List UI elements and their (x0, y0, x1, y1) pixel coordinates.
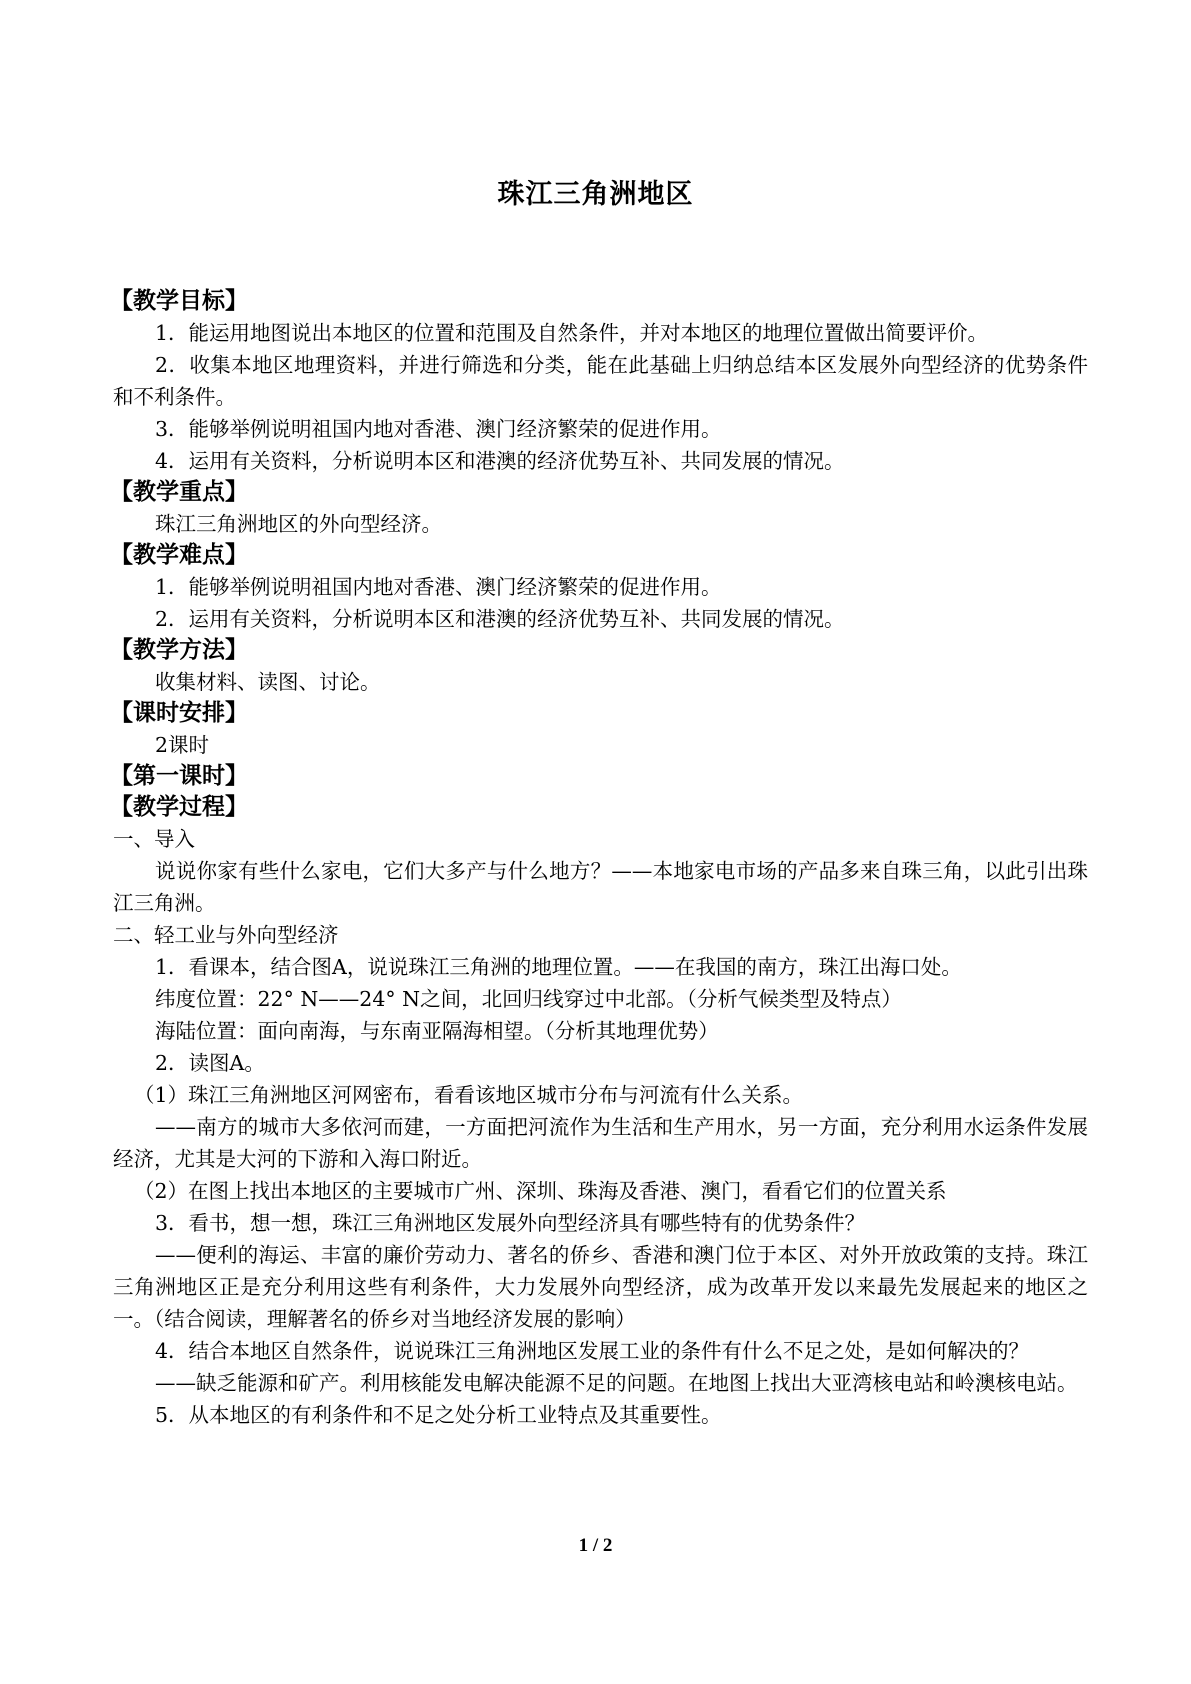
difficulty-item: 2．运用有关资料，分析说明本区和港澳的经济优势互补、共同发展的情况。 (155, 607, 845, 631)
difficulty-item: 1．能够举例说明祖国内地对香港、澳门经济繁荣的促进作用。 (155, 575, 722, 599)
method-text: 收集材料、读图、讨论。 (155, 670, 381, 694)
process-paragraph: 5．从本地区的有利条件和不足之处分析工业特点及其重要性。 (155, 1403, 722, 1427)
process-paragraph: 说说你家有些什么家电，它们大多产与什么地方？——本地家电市场的产品多来自珠三角，以此引出珠江三角洲。 (113, 859, 1088, 915)
process-paragraph: （1）珠江三角洲地区河网密布，看看该地区城市分布与河流有什么关系。 (134, 1083, 804, 1107)
process-paragraph: 纬度位置：22° N——24° N之间，北回归线穿过中北部。（分析气候类型及特点） (155, 987, 902, 1011)
process-subheading: 二、轻工业与外向型经济 (113, 923, 339, 947)
section-heading-first-lesson: 【第一课时】 (110, 763, 248, 789)
process-paragraph: 1．看课本，结合图A，说说珠江三角洲的地理位置。——在我国的南方，珠江出海口处。 (155, 955, 962, 979)
objective-item: 1．能运用地图说出本地区的位置和范围及自然条件，并对本地区的地理位置做出简要评价。 (155, 321, 989, 345)
objective-item: 3．能够举例说明祖国内地对香港、澳门经济繁荣的促进作用。 (155, 417, 722, 441)
document-body (110, 286, 1088, 1431)
process-paragraph: 2．读图A。 (155, 1051, 265, 1075)
page-number: 1 / 2 (578, 1535, 613, 1556)
page-title: 珠江三角洲地区 (497, 179, 694, 210)
key-point-text: 珠江三角洲地区的外向型经济。 (155, 512, 442, 536)
process-paragraph: （2）在图上找出本地区的主要城市广州、深圳、珠海及香港、澳门，看看它们的位置关系 (134, 1179, 947, 1203)
section-heading-methods: 【教学方法】 (110, 637, 248, 663)
process-paragraph: 4．结合本地区自然条件，说说珠江三角洲地区发展工业的条件有什么不足之处，是如何解决的？ (155, 1339, 1030, 1363)
schedule-text: 2课时 (155, 733, 210, 757)
process-paragraph: 海陆位置：面向南海，与东南亚隔海相望。（分析其地理优势） (155, 1019, 719, 1043)
section-heading-objectives: 【教学目标】 (110, 288, 248, 314)
process-paragraph: ——南方的城市大多依河而建，一方面把河流作为生活和生产用水，另一方面，充分利用水运条件发展经济，尤其是大河的下游和入海口附近。 (113, 1115, 1088, 1171)
section-heading-process: 【教学过程】 (110, 794, 248, 820)
process-subheading: 一、导入 (113, 827, 195, 851)
section-heading-difficulties: 【教学难点】 (110, 542, 248, 568)
process-paragraph: ——便利的海运、丰富的廉价劳动力、著名的侨乡、香港和澳门位于本区、对外开放政策的支持。珠江三角洲地区正是充分利用这些有利条件，大力发展外向型经济，成为改革开发以来最先发展起来的地区之一。（结合阅读，理解著名的侨乡对当地经济发展的影响） (113, 1243, 1088, 1331)
process-paragraph: 3．看书，想一想，珠江三角洲地区发展外向型经济具有哪些特有的优势条件？ (155, 1211, 866, 1235)
objective-item: 2．收集本地区地理资料，并进行筛选和分类，能在此基础上归纳总结本区发展外向型经济的优势条件和不利条件。 (113, 353, 1088, 409)
objective-item: 4．运用有关资料，分析说明本区和港澳的经济优势互补、共同发展的情况。 (155, 449, 845, 473)
section-heading-schedule: 【课时安排】 (110, 700, 248, 726)
process-paragraph: ——缺乏能源和矿产。利用核能发电解决能源不足的问题。在地图上找出大亚湾核电站和岭澳核电站。 (155, 1371, 1078, 1395)
section-heading-key-points: 【教学重点】 (110, 479, 248, 505)
